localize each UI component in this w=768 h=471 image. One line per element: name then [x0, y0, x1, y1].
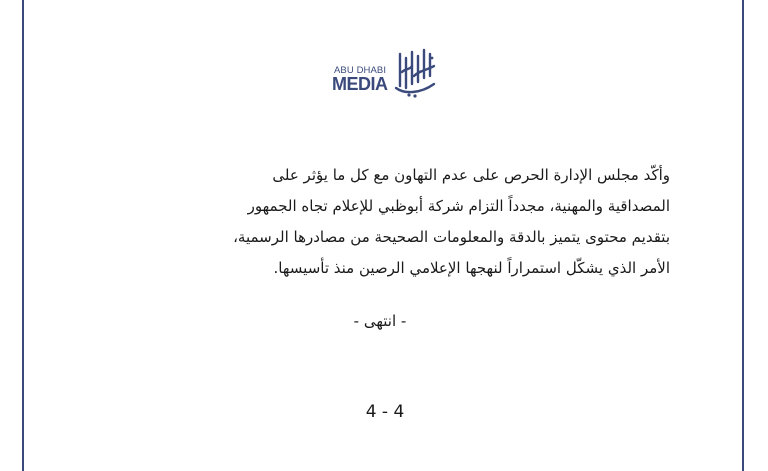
logo-text-abu-dhabi: ABU DHABI: [334, 65, 387, 76]
body-line: بتقديم محتوى يتميز بالدقة والمعلومات الصحيحة من مصادرها الرسمية،: [233, 228, 670, 246]
press-release-body: [130, 160, 670, 284]
abu-dhabi-media-logo: [330, 44, 440, 100]
end-of-release-mark: - انتهى -: [353, 312, 407, 330]
calligraphy-logo-icon: [392, 48, 438, 98]
page-border-right: [742, 0, 744, 471]
body-line: المصداقية والمهنية، مجدداً التزام شركة أبوظبي للإعلام تجاه الجمهور: [247, 197, 670, 215]
body-line: وأكّد مجلس الإدارة الحرص على عدم التهاون مع كل ما يؤثر على: [272, 166, 670, 184]
page-border-left: [22, 0, 24, 471]
page-number: 4 - 4: [365, 402, 405, 422]
logo-text-media: MEDIA: [332, 74, 388, 94]
body-line: الأمر الذي يشكّل استمراراً لنهجها الإعلامي الرصين منذ تأسيسها.: [273, 259, 670, 277]
